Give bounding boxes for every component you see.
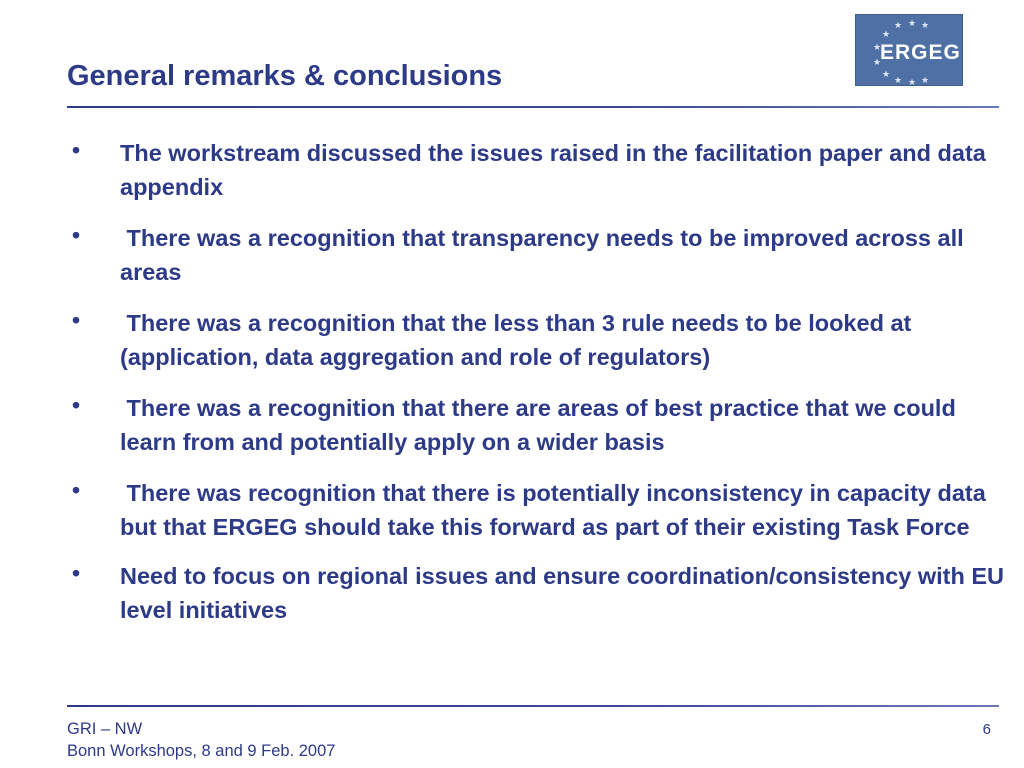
footer-line-2: Bonn Workshops, 8 and 9 Feb. 2007 [67, 742, 336, 760]
svg-text:★: ★ [908, 78, 917, 85]
slide-title: General remarks & conclusions [67, 60, 503, 92]
page-number: 6 [982, 721, 991, 738]
bullet-text: There was a recognition that transparency needs to be improved across all areas [120, 225, 971, 285]
bullet-text: Need to focus on regional issues and ensure coordination/consistency with EU level initiatives [120, 563, 1005, 623]
bullet-item [67, 476, 1007, 544]
bullet-text: The workstream discussed the issues raised in the facilitation paper and data appendix [120, 140, 986, 200]
bullet-marker: • [72, 307, 81, 333]
bullet-text: There was recognition that there is potentially inconsistency in capacity data but that ERGEG should take this forward as part of their existing Task Force [120, 480, 993, 540]
footer [67, 718, 335, 762]
svg-text:★: ★ [894, 76, 903, 85]
bullet-text: There was a recognition that the less than 3 rule needs to be looked at (application, data aggregation and role of regulators) [120, 310, 918, 370]
footer-divider [67, 705, 999, 707]
bullet-marker: • [72, 222, 81, 248]
svg-text:★: ★ [873, 43, 882, 53]
bullet-item [67, 306, 1007, 374]
bullet-marker: • [72, 477, 81, 503]
svg-text:★: ★ [908, 19, 917, 29]
title-divider [67, 106, 999, 108]
bullet-item [67, 391, 1007, 459]
svg-text:★: ★ [882, 30, 891, 40]
svg-text:★: ★ [873, 58, 882, 68]
bullet-marker: • [72, 137, 81, 163]
ergeg-logo-icon [856, 15, 962, 85]
bullet-text: There was a recognition that there are areas of best practice that we could learn from and potentially apply on a wider basis [120, 395, 963, 455]
bullet-item [67, 559, 1007, 627]
logo-text: ERGEG [880, 41, 961, 64]
svg-text:★: ★ [921, 21, 930, 31]
footer-line-1: GRI – NW [67, 720, 143, 738]
bullet-item [67, 136, 1007, 204]
bullet-item [67, 221, 1007, 289]
bullet-marker: • [72, 560, 81, 586]
svg-text:★: ★ [921, 76, 930, 85]
svg-text:★: ★ [894, 21, 903, 31]
bullet-list [67, 136, 1007, 644]
svg-text:★: ★ [882, 70, 891, 80]
ergeg-logo [855, 14, 963, 86]
bullet-marker: • [72, 392, 81, 418]
